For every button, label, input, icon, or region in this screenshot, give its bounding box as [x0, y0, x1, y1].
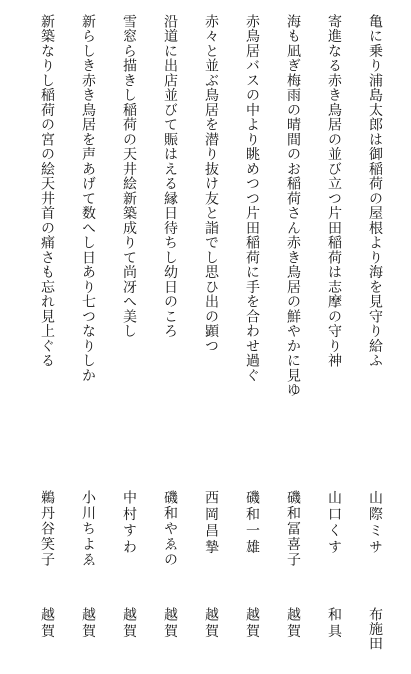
author-place: 越賀: [162, 607, 178, 640]
author-name: 小川ちよゑ: [80, 490, 96, 568]
author-name: 西岡昌摯: [203, 490, 219, 556]
author-name: 山口くす: [326, 490, 342, 556]
author-place: 越賀: [203, 607, 219, 640]
author-place: 布施田: [367, 607, 383, 651]
poem-line-4: 赤鳥居バスの中より眺めつつ片田稲荷に手を合わせ過ぐ: [244, 14, 260, 383]
author-name: 磯和やゑの: [162, 490, 178, 568]
author-name: 山際ミサ: [367, 490, 383, 556]
poem-line-3: 海も凪ぎ梅雨の晴間のお稲荷さん赤き鳥居の鮮やかに見ゆ: [285, 14, 301, 398]
author-place: 越賀: [80, 607, 96, 640]
author-name: 鵜丹谷笑子: [39, 490, 55, 568]
poem-line-2: 寄進なる赤き鳥居の並び立つ片田稲荷は志摩の守り神: [326, 14, 342, 368]
poem-line-9: 新築なりし稲荷の宮の絵天井首の痛さも忘れ見上ぐる: [39, 14, 55, 368]
author-name: 磯和一雄: [244, 490, 260, 556]
poem-line-8: 新らしき赤き鳥居を声あげて数へし日あり七つなりしか: [80, 14, 96, 383]
poem-line-7: 雪窓ら描きし稲荷の天井絵新築成りて尚冴へ美し: [121, 14, 137, 339]
author-name: 中村すわ: [121, 490, 137, 556]
poem-line-6: 沿道に出店並びて賑はえる縁日待ちし幼日のころ: [162, 14, 178, 339]
author-place: 越賀: [285, 607, 301, 640]
author-name: 磯和冨喜子: [285, 490, 301, 568]
poem-line-1: 亀に乗り浦島太郎は御稲荷の屋根より海を見守り給ふ: [367, 14, 383, 368]
author-place: 越賀: [39, 607, 55, 640]
author-place: 和具: [326, 607, 342, 640]
author-place: 越賀: [244, 607, 260, 640]
poem-line-5: 赤々と並ぶ鳥居を潜り抜け友と詣でし思ひ出の顕つ: [203, 14, 219, 354]
author-place: 越賀: [121, 607, 137, 640]
